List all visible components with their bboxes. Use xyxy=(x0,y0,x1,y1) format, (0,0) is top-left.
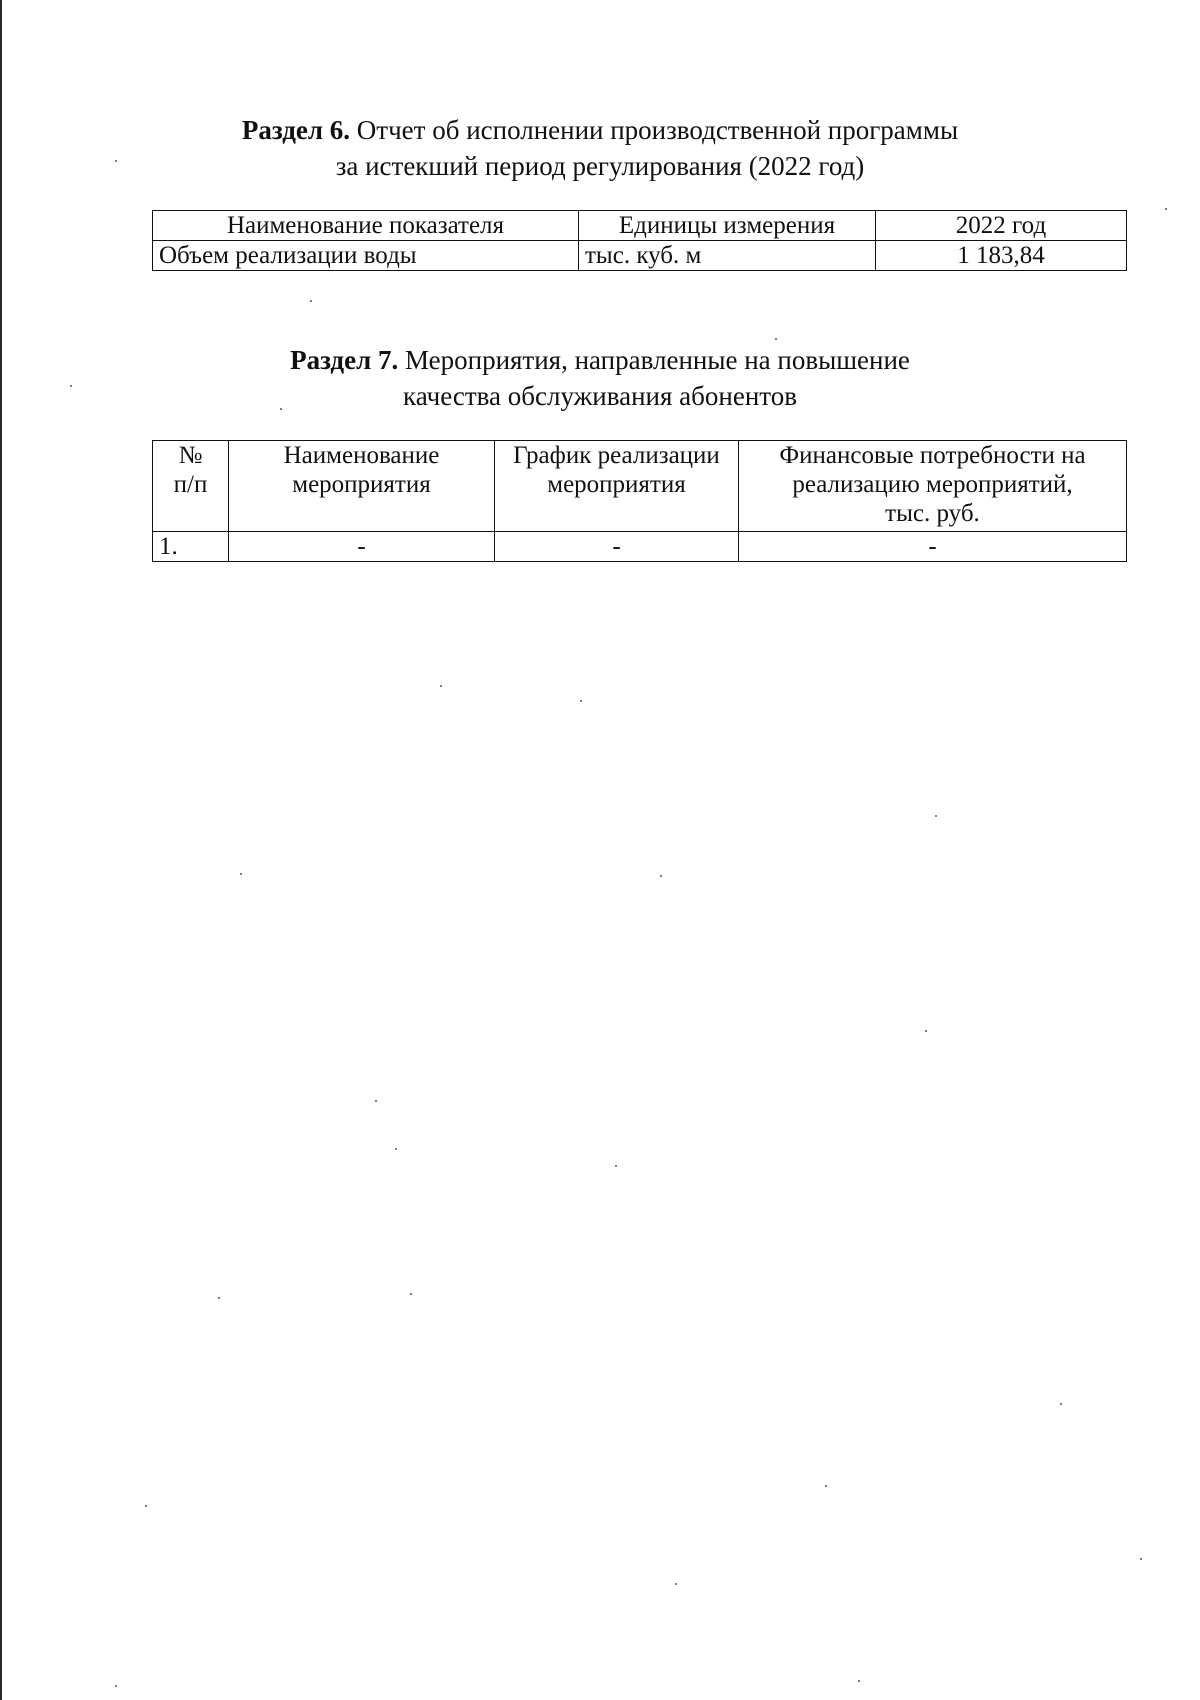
column-header-schedule xyxy=(495,441,739,532)
scan-speck xyxy=(858,1680,860,1682)
scan-speck xyxy=(675,1583,677,1585)
scan-speck xyxy=(935,815,937,817)
scan-speck xyxy=(1165,208,1167,210)
column-header-unit: Единицы измерения xyxy=(579,211,876,241)
section6-heading-text: Отчет об исполнении производственной программы xyxy=(356,115,959,145)
header-line: тыс. руб. xyxy=(885,500,980,527)
header-line: мероприятия xyxy=(547,471,686,498)
unit-cell: тыс. куб. м xyxy=(579,241,876,271)
schedule-cell: - xyxy=(495,532,739,562)
scan-speck xyxy=(145,1505,147,1507)
scan-speck xyxy=(615,1165,617,1167)
financing-cell: - xyxy=(739,532,1127,562)
scan-speck xyxy=(310,300,312,302)
scan-speck xyxy=(660,875,662,877)
row-number-cell: 1. xyxy=(153,532,229,562)
header-line: График реализации xyxy=(513,442,720,469)
header-line: Наименование xyxy=(283,442,440,469)
section7-heading-line2: качества обслуживания абонентов xyxy=(403,381,797,411)
column-header-number xyxy=(153,441,229,532)
column-header-indicator: Наименование показателя xyxy=(153,211,579,241)
indicator-name-cell: Объем реализации воды xyxy=(153,241,579,271)
scan-speck xyxy=(825,1485,827,1487)
scan-speck xyxy=(395,1148,397,1150)
scan-speck xyxy=(375,1100,377,1102)
scan-speck xyxy=(410,1293,412,1295)
section6-heading-bold: Раздел 6. xyxy=(241,115,351,145)
section7-heading-text: Мероприятия, направленные на повышение xyxy=(404,345,910,375)
section7-header-row xyxy=(153,441,1127,532)
section7-heading-line1 xyxy=(0,342,1200,378)
header-line: п/п xyxy=(173,471,208,498)
scan-speck xyxy=(440,685,442,687)
section6-header-row xyxy=(153,211,1127,241)
table-row xyxy=(153,241,1127,271)
scan-speck xyxy=(775,338,777,340)
header-line: реализацию мероприятий, xyxy=(792,471,1073,498)
section7-heading xyxy=(0,342,1200,414)
page-left-edge xyxy=(0,0,2,1700)
measure-name-cell: - xyxy=(229,532,495,562)
scan-speck xyxy=(70,385,72,387)
section6-heading-line2: за истекший период регулирования (2022 год) xyxy=(335,151,865,181)
column-header-financing xyxy=(739,441,1127,532)
scan-speck xyxy=(1140,1558,1142,1560)
header-line: Финансовые потребности на xyxy=(779,442,1086,469)
header-line: № xyxy=(178,442,203,469)
table-row xyxy=(153,532,1127,562)
value-cell: 1 183,84 xyxy=(876,241,1127,271)
scan-speck xyxy=(240,873,242,875)
header-line: мероприятия xyxy=(292,471,431,498)
section7-heading-bold: Раздел 7. xyxy=(290,345,399,375)
scan-speck xyxy=(218,1297,220,1299)
scan-speck xyxy=(115,160,117,162)
scan-speck xyxy=(115,1685,117,1687)
section7-table xyxy=(152,440,1127,562)
section6-heading xyxy=(0,112,1200,184)
column-header-year: 2022 год xyxy=(876,211,1127,241)
section6-heading-line1 xyxy=(0,112,1200,148)
column-header-measure-name xyxy=(229,441,495,532)
section6-table xyxy=(152,210,1127,271)
scan-speck xyxy=(925,1030,927,1032)
scan-speck xyxy=(580,700,582,702)
scan-speck xyxy=(280,408,282,410)
scan-speck xyxy=(1060,1403,1062,1405)
